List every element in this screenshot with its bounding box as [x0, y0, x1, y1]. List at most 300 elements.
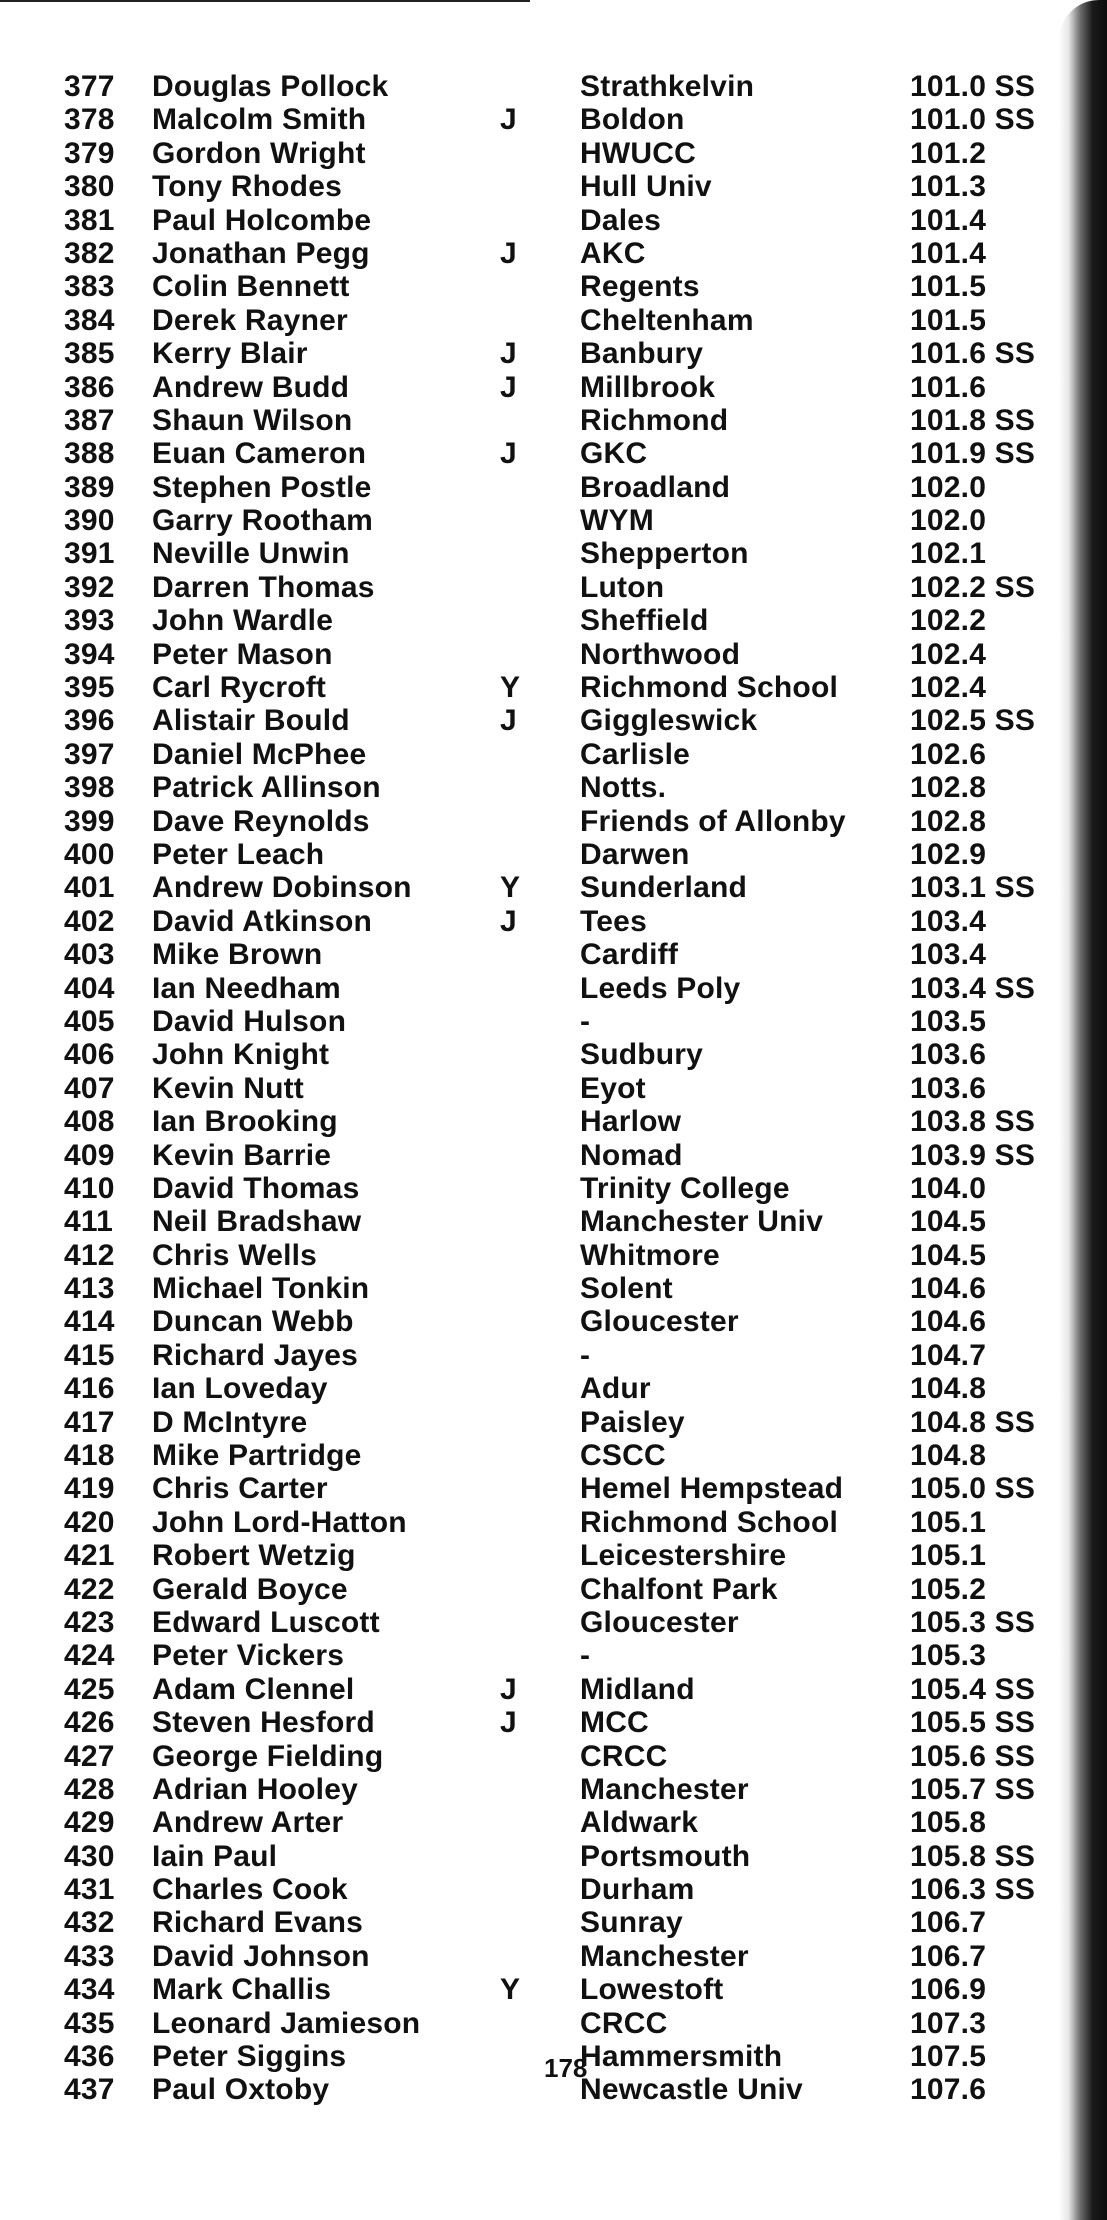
result-row — [0, 2040, 1050, 2073]
result-time: 104.7 — [910, 1338, 987, 1372]
runner-club: Midland — [580, 1672, 695, 1706]
result-row — [0, 2007, 1050, 2040]
result-time: 101.4 — [910, 203, 987, 237]
runner-club: Darwen — [580, 837, 690, 871]
runner-club: Manchester Univ — [580, 1205, 824, 1239]
result-position: 385 — [64, 337, 115, 371]
result-row — [0, 738, 1050, 771]
runner-club: Leeds Poly — [580, 971, 741, 1005]
result-time: 101.0 SS — [910, 70, 1036, 103]
runner-name: Douglas Pollock — [152, 70, 389, 103]
runner-club: Newcastle Univ — [580, 2073, 803, 2107]
result-time: 105.7 SS — [910, 1772, 1036, 1806]
runner-club: Banbury — [580, 337, 704, 371]
result-row — [0, 704, 1050, 737]
result-row — [0, 1038, 1050, 1071]
runner-name: Mark Challis — [152, 1973, 332, 2007]
result-position: 383 — [64, 270, 115, 304]
result-time: 101.9 SS — [910, 437, 1036, 471]
runner-name: John Wardle — [152, 604, 334, 638]
result-position: 381 — [64, 203, 115, 237]
runner-category: J — [500, 370, 517, 404]
runner-name: Neville Unwin — [152, 537, 350, 571]
result-row — [0, 2073, 1050, 2106]
runner-name: Shaun Wilson — [152, 403, 353, 437]
result-time: 104.0 — [910, 1171, 987, 1205]
runner-club: Sunray — [580, 1906, 683, 1940]
runner-club: Cardiff — [580, 938, 679, 972]
result-position: 386 — [64, 370, 115, 404]
result-position: 397 — [64, 737, 115, 771]
result-time: 101.6 SS — [910, 337, 1036, 371]
result-position: 409 — [64, 1138, 115, 1172]
result-row — [0, 137, 1050, 170]
result-time: 101.6 — [910, 370, 987, 404]
result-position: 380 — [64, 170, 115, 204]
runner-club: GKC — [580, 437, 648, 471]
runner-name: Patrick Allinson — [152, 771, 381, 805]
result-row — [0, 237, 1050, 270]
runner-name: Kerry Blair — [152, 337, 308, 371]
result-position: 391 — [64, 537, 115, 571]
runner-club: Eyot — [580, 1071, 646, 1105]
result-row — [0, 504, 1050, 537]
result-position: 402 — [64, 904, 115, 938]
result-row — [0, 671, 1050, 704]
result-position: 394 — [64, 637, 115, 671]
result-time: 102.0 — [910, 504, 987, 538]
result-position: 407 — [64, 1071, 115, 1105]
result-position: 390 — [64, 504, 115, 538]
result-time: 102.0 — [910, 470, 987, 504]
runner-club: Regents — [580, 270, 700, 304]
result-row — [0, 805, 1050, 838]
result-position: 418 — [64, 1439, 115, 1473]
result-time: 105.4 SS — [910, 1672, 1036, 1706]
runner-club: Dales — [580, 203, 662, 237]
runner-name: Richard Evans — [152, 1906, 364, 1940]
result-position: 423 — [64, 1605, 115, 1639]
result-row — [0, 1573, 1050, 1606]
result-position: 435 — [64, 2006, 115, 2040]
runner-name: Andrew Dobinson — [152, 871, 412, 905]
result-time: 103.1 SS — [910, 871, 1036, 905]
result-position: 388 — [64, 437, 115, 471]
result-position: 378 — [64, 103, 115, 137]
result-time: 102.2 SS — [910, 570, 1036, 604]
result-time: 102.2 — [910, 604, 987, 638]
result-time: 105.5 SS — [910, 1706, 1036, 1740]
result-position: 410 — [64, 1171, 115, 1205]
runner-name: Carl Rycroft — [152, 671, 327, 705]
result-position: 384 — [64, 303, 115, 337]
runner-name: Tony Rhodes — [152, 170, 342, 204]
result-position: 404 — [64, 971, 115, 1005]
result-time: 102.9 — [910, 837, 987, 871]
runner-name: Ian Brooking — [152, 1105, 338, 1139]
runner-club: Adur — [580, 1372, 651, 1406]
result-position: 392 — [64, 570, 115, 604]
runner-club: Boldon — [580, 103, 685, 137]
result-position: 377 — [64, 70, 115, 103]
result-time: 102.5 SS — [910, 704, 1036, 738]
result-position: 417 — [64, 1405, 115, 1439]
runner-club: Durham — [580, 1873, 695, 1907]
result-time: 104.8 — [910, 1372, 987, 1406]
result-position: 426 — [64, 1706, 115, 1740]
runner-club: CRCC — [580, 2006, 668, 2040]
runner-category: Y — [500, 1973, 521, 2007]
result-position: 413 — [64, 1272, 115, 1306]
result-time: 104.5 — [910, 1238, 987, 1272]
result-position: 399 — [64, 804, 115, 838]
result-row — [0, 1840, 1050, 1873]
result-position: 412 — [64, 1238, 115, 1272]
runner-club: HWUCC — [580, 136, 696, 170]
result-position: 401 — [64, 871, 115, 905]
result-row — [0, 70, 1050, 103]
result-row — [0, 337, 1050, 370]
runner-club: Harlow — [580, 1105, 682, 1139]
runner-club: - — [580, 1338, 591, 1372]
result-row — [0, 1773, 1050, 1806]
result-time: 103.5 — [910, 1004, 987, 1038]
result-time: 103.9 SS — [910, 1138, 1036, 1172]
result-time: 103.8 SS — [910, 1105, 1036, 1139]
result-position: 379 — [64, 136, 115, 170]
runner-name: Peter Vickers — [152, 1639, 345, 1673]
result-row — [0, 437, 1050, 470]
result-row — [0, 1172, 1050, 1205]
result-time: 101.0 SS — [910, 103, 1036, 137]
runner-name: Euan Cameron — [152, 437, 367, 471]
runner-name: Chris Wells — [152, 1238, 318, 1272]
runner-name: Neil Bradshaw — [152, 1205, 362, 1239]
result-row — [0, 938, 1050, 971]
result-time: 105.8 SS — [910, 1839, 1036, 1873]
result-position: 429 — [64, 1806, 115, 1840]
runner-club: Aldwark — [580, 1806, 699, 1840]
runner-name: Dave Reynolds — [152, 804, 370, 838]
runner-category: J — [500, 1672, 517, 1706]
result-time: 101.5 — [910, 270, 987, 304]
runner-category: Y — [500, 871, 521, 905]
result-position: 433 — [64, 1939, 115, 1973]
result-position: 395 — [64, 671, 115, 705]
result-position: 424 — [64, 1639, 115, 1673]
runner-club: Chalfont Park — [580, 1572, 778, 1606]
result-row — [0, 1639, 1050, 1672]
runner-club: Manchester — [580, 1939, 749, 1973]
result-time: 104.5 — [910, 1205, 987, 1239]
runner-category: J — [500, 437, 517, 471]
runner-name: Gerald Boyce — [152, 1572, 348, 1606]
runner-club: Cheltenham — [580, 303, 754, 337]
result-row — [0, 404, 1050, 437]
result-position: 425 — [64, 1672, 115, 1706]
runner-category: J — [500, 704, 517, 738]
result-row — [0, 170, 1050, 203]
runner-name: Duncan Webb — [152, 1305, 354, 1339]
result-position: 437 — [64, 2073, 115, 2107]
runner-name: Peter Leach — [152, 837, 325, 871]
runner-name: John Lord-Hatton — [152, 1505, 407, 1539]
runner-name: Steven Hesford — [152, 1706, 375, 1740]
result-position: 416 — [64, 1372, 115, 1406]
runner-club: CRCC — [580, 1739, 668, 1773]
runner-club: Giggleswick — [580, 704, 758, 738]
result-row — [0, 1806, 1050, 1839]
runner-club: Lowestoft — [580, 1973, 724, 2007]
result-time: 103.4 SS — [910, 971, 1036, 1005]
result-position: 431 — [64, 1873, 115, 1907]
runner-category: Y — [500, 671, 521, 705]
result-row — [0, 1272, 1050, 1305]
result-time: 102.6 — [910, 737, 987, 771]
result-time: 104.6 — [910, 1272, 987, 1306]
result-row — [0, 1406, 1050, 1439]
result-position: 406 — [64, 1038, 115, 1072]
runner-club: Portsmouth — [580, 1839, 751, 1873]
result-position: 382 — [64, 236, 115, 270]
runner-club: Strathkelvin — [580, 70, 755, 103]
runner-name: Richard Jayes — [152, 1338, 359, 1372]
result-position: 400 — [64, 837, 115, 871]
result-position: 428 — [64, 1772, 115, 1806]
result-row — [0, 1973, 1050, 2006]
runner-name: Iain Paul — [152, 1839, 278, 1873]
result-time: 106.7 — [910, 1906, 987, 1940]
runner-club: Shepperton — [580, 537, 749, 571]
result-row — [0, 1339, 1050, 1372]
result-time: 101.2 — [910, 136, 987, 170]
result-position: 430 — [64, 1839, 115, 1873]
result-row — [0, 1506, 1050, 1539]
runner-club: Leicestershire — [580, 1539, 787, 1573]
result-position: 422 — [64, 1572, 115, 1606]
result-row — [0, 1205, 1050, 1238]
result-position: 393 — [64, 604, 115, 638]
runner-name: Mike Brown — [152, 938, 323, 972]
runner-club: Gloucester — [580, 1605, 739, 1639]
result-position: 387 — [64, 403, 115, 437]
result-time: 101.4 — [910, 236, 987, 270]
result-time: 105.3 — [910, 1639, 987, 1673]
runner-club: Richmond School — [580, 671, 838, 705]
result-position: 396 — [64, 704, 115, 738]
runner-category: J — [500, 337, 517, 371]
runner-name: D McIntyre — [152, 1405, 308, 1439]
runner-category: J — [500, 103, 517, 137]
runner-name: George Fielding — [152, 1739, 384, 1773]
runner-name: David Thomas — [152, 1171, 360, 1205]
runner-name: John Knight — [152, 1038, 330, 1072]
runner-name: Garry Rootham — [152, 504, 373, 538]
result-time: 103.6 — [910, 1038, 987, 1072]
runner-club: Manchester — [580, 1772, 749, 1806]
result-time: 101.5 — [910, 303, 987, 337]
result-row — [0, 571, 1050, 604]
runner-club: - — [580, 1004, 591, 1038]
runner-club: Broadland — [580, 470, 731, 504]
runner-club: Solent — [580, 1272, 673, 1306]
result-position: 436 — [64, 2040, 115, 2074]
runner-club: Gloucester — [580, 1305, 739, 1339]
runner-name: Peter Siggins — [152, 2040, 347, 2074]
runner-name: Chris Carter — [152, 1472, 328, 1506]
runner-name: David Hulson — [152, 1004, 347, 1038]
result-time: 102.8 — [910, 771, 987, 805]
result-row — [0, 1706, 1050, 1739]
result-row — [0, 905, 1050, 938]
result-position: 389 — [64, 470, 115, 504]
runner-name: Michael Tonkin — [152, 1272, 370, 1306]
result-time: 102.4 — [910, 637, 987, 671]
result-time: 102.8 — [910, 804, 987, 838]
top-rule — [0, 0, 530, 2]
result-time: 107.3 — [910, 2006, 987, 2040]
result-time: 102.1 — [910, 537, 987, 571]
result-row — [0, 304, 1050, 337]
result-row — [0, 270, 1050, 303]
runner-club: Hemel Hempstead — [580, 1472, 844, 1506]
result-time: 105.6 SS — [910, 1739, 1036, 1773]
result-row — [0, 1873, 1050, 1906]
result-position: 421 — [64, 1539, 115, 1573]
runner-name: Darren Thomas — [152, 570, 375, 604]
runner-club: Richmond School — [580, 1505, 838, 1539]
result-row — [0, 1072, 1050, 1105]
page-edge-shadow — [1059, 0, 1107, 2220]
result-position: 408 — [64, 1105, 115, 1139]
page-number: 178 — [544, 2053, 588, 2083]
runner-name: Gordon Wright — [152, 136, 366, 170]
runner-name: Kevin Nutt — [152, 1071, 304, 1105]
result-time: 103.4 — [910, 938, 987, 972]
runner-name: Paul Holcombe — [152, 203, 372, 237]
result-row — [0, 103, 1050, 136]
runner-club: Hull Univ — [580, 170, 712, 204]
runner-name: Andrew Arter — [152, 1806, 344, 1840]
runner-club: Northwood — [580, 637, 741, 671]
runner-name: Adam Clennel — [152, 1672, 355, 1706]
runner-name: David Johnson — [152, 1939, 370, 1973]
result-row — [0, 638, 1050, 671]
runner-name: Daniel McPhee — [152, 737, 367, 771]
result-row — [0, 1472, 1050, 1505]
runner-club: Carlisle — [580, 737, 690, 771]
result-row — [0, 1005, 1050, 1038]
runner-club: Luton — [580, 570, 665, 604]
result-time: 105.0 SS — [910, 1472, 1036, 1506]
result-time: 102.4 — [910, 671, 987, 705]
runner-club: - — [580, 1639, 591, 1673]
runner-name: Kevin Barrie — [152, 1138, 332, 1172]
runner-name: Adrian Hooley — [152, 1772, 358, 1806]
result-time: 104.8 SS — [910, 1405, 1036, 1439]
result-row — [0, 1673, 1050, 1706]
result-position: 414 — [64, 1305, 115, 1339]
result-time: 105.1 — [910, 1505, 987, 1539]
result-position: 403 — [64, 938, 115, 972]
result-time: 107.5 — [910, 2040, 987, 2074]
runner-category: J — [500, 236, 517, 270]
result-row — [0, 471, 1050, 504]
runner-name: David Atkinson — [152, 904, 373, 938]
runner-club: AKC — [580, 236, 646, 270]
runner-name: Robert Wetzig — [152, 1539, 356, 1573]
runner-name: Edward Luscott — [152, 1605, 380, 1639]
runner-club: Nomad — [580, 1138, 683, 1172]
result-row — [0, 537, 1050, 570]
runner-name: Colin Bennett — [152, 270, 350, 304]
result-row — [0, 1439, 1050, 1472]
result-row — [0, 604, 1050, 637]
result-row — [0, 1606, 1050, 1639]
result-row — [0, 771, 1050, 804]
runner-club: Richmond — [580, 403, 729, 437]
result-time: 103.4 — [910, 904, 987, 938]
results-list — [0, 70, 1050, 2107]
result-time: 101.3 — [910, 170, 987, 204]
result-row — [0, 838, 1050, 871]
result-row — [0, 1740, 1050, 1773]
runner-club: Tees — [580, 904, 647, 938]
result-time: 105.1 — [910, 1539, 987, 1573]
runner-name: Mike Partridge — [152, 1439, 362, 1473]
result-time: 106.3 SS — [910, 1873, 1036, 1907]
runner-name: Leonard Jamieson — [152, 2006, 421, 2040]
result-time: 105.3 SS — [910, 1605, 1036, 1639]
result-row — [0, 871, 1050, 904]
result-time: 107.6 — [910, 2073, 987, 2107]
runner-club: Hammersmith — [580, 2040, 783, 2074]
result-row — [0, 1539, 1050, 1572]
runner-club: Whitmore — [580, 1238, 720, 1272]
runner-name: Alistair Bould — [152, 704, 350, 738]
runner-name: Stephen Postle — [152, 470, 372, 504]
result-time: 104.6 — [910, 1305, 987, 1339]
result-row — [0, 1305, 1050, 1338]
result-position: 411 — [64, 1205, 113, 1239]
runner-name: Ian Loveday — [152, 1372, 328, 1406]
runner-club: Sheffield — [580, 604, 709, 638]
runner-club: CSCC — [580, 1439, 666, 1473]
result-position: 398 — [64, 771, 115, 805]
result-position: 415 — [64, 1338, 115, 1372]
runner-name: Jonathan Pegg — [152, 236, 370, 270]
result-position: 427 — [64, 1739, 115, 1773]
runner-club: Trinity College — [580, 1171, 790, 1205]
result-time: 105.2 — [910, 1572, 987, 1606]
runner-club: Sudbury — [580, 1038, 704, 1072]
runner-club: WYM — [580, 504, 654, 538]
result-position: 432 — [64, 1906, 115, 1940]
runner-club: Sunderland — [580, 871, 748, 905]
runner-club: Paisley — [580, 1405, 685, 1439]
runner-name: Andrew Budd — [152, 370, 350, 404]
result-time: 103.6 — [910, 1071, 987, 1105]
runner-name: Peter Mason — [152, 637, 333, 671]
result-position: 405 — [64, 1004, 115, 1038]
result-row — [0, 972, 1050, 1005]
runner-category: J — [500, 904, 517, 938]
result-position: 420 — [64, 1505, 115, 1539]
result-time: 106.7 — [910, 1939, 987, 1973]
result-row — [0, 1372, 1050, 1405]
result-row — [0, 1239, 1050, 1272]
result-time: 105.8 — [910, 1806, 987, 1840]
